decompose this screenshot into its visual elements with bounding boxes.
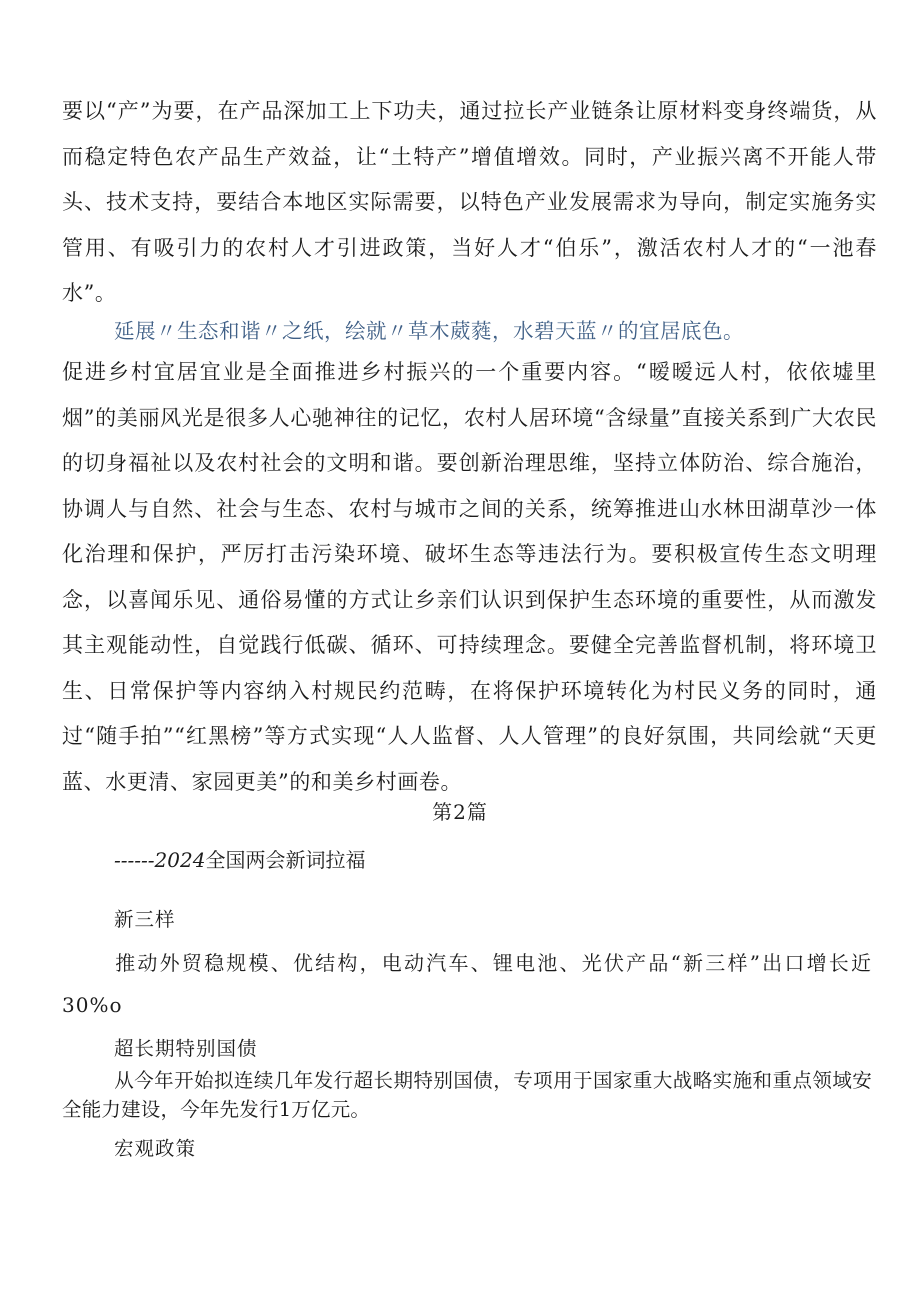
term-body-special-bonds-text: 从今年开始拟连续几年发行超长期特别国债，专项用于国家重大战略实施和重点领域安全能力建设，今年先发行1万亿元。 xyxy=(62,1069,872,1121)
term-title-new-three: 新三样 xyxy=(114,908,176,931)
subtitle-text: 全国两会新词拉福 xyxy=(205,848,366,872)
term-body-new-three xyxy=(62,942,872,1026)
term-body-new-three-text: 推动外贸稳规模、优结构，电动汽车、锂电池、光伏产品“新三样”出口增长近30%o xyxy=(62,951,872,1017)
term-title-macro-policy: 宏观政策 xyxy=(114,1137,197,1160)
paragraph-industry-talent: 要以“产”为要，在产品深加工上下功夫，通过拉长产业链条让原材料变身终端货，从而稳定特色农产品生产效益，让“土特产”增值增效。同时，产业振兴离不开能人带头、技术支持，要结合本地区实际需要，以特色产业发展需求为导向，制定实施务实管用、有吸引力的农村人才引进政策，当好人才“伯乐”，激活农村人才的“一池春水”。 xyxy=(62,99,877,305)
term-title-special-bonds: 超长期特别国债 xyxy=(114,1037,258,1060)
section-subheading-ecology: 延展〃生态和谐〃之纸，绘就〃草木葳蕤，水碧天蓝〃的宜居底色。 xyxy=(114,319,744,343)
paragraph-livable-village: 促进乡村宜居宜业是全面推进乡村振兴的一个重要内容。“暧暧远人村，依依墟里烟”的美丽风光是很多人心驰神往的记忆，农村人居环境“含绿量”直接关系到广大农民的切身福祉以及农村社会的文明和谐。要创新治理思维，坚持立体防治、综合施治，协调人与自然、社会与生态、农村与城市之间的关系，统筹推进山水林田湖草沙一体化治理和保护，严厉打击污染环境、破坏生态等违法行为。要积极宣传生态文明理念，以喜闻乐见、通俗易懂的方式让乡亲们认识到保护生态环境的重要性，从而激发其主观能动性，自觉践行低碳、循环、可持续理念。要健全完善监督机制，将环境卫生、日常保护等内容纳入村规民约范畴，在将保护环境转化为村民义务的同时，通过“随手拍”“红黑榜”等方式实现“人人监督、人人管理”的良好氛围，共同绘就“天更蓝、水更清、家园更美”的和美乡村画卷。 xyxy=(62,360,877,794)
subtitle-prefix: ------2024 xyxy=(114,848,206,872)
chapter-label: 第2篇 xyxy=(432,800,488,824)
chapter-subtitle xyxy=(114,840,365,880)
term-body-special-bonds xyxy=(62,1066,872,1124)
